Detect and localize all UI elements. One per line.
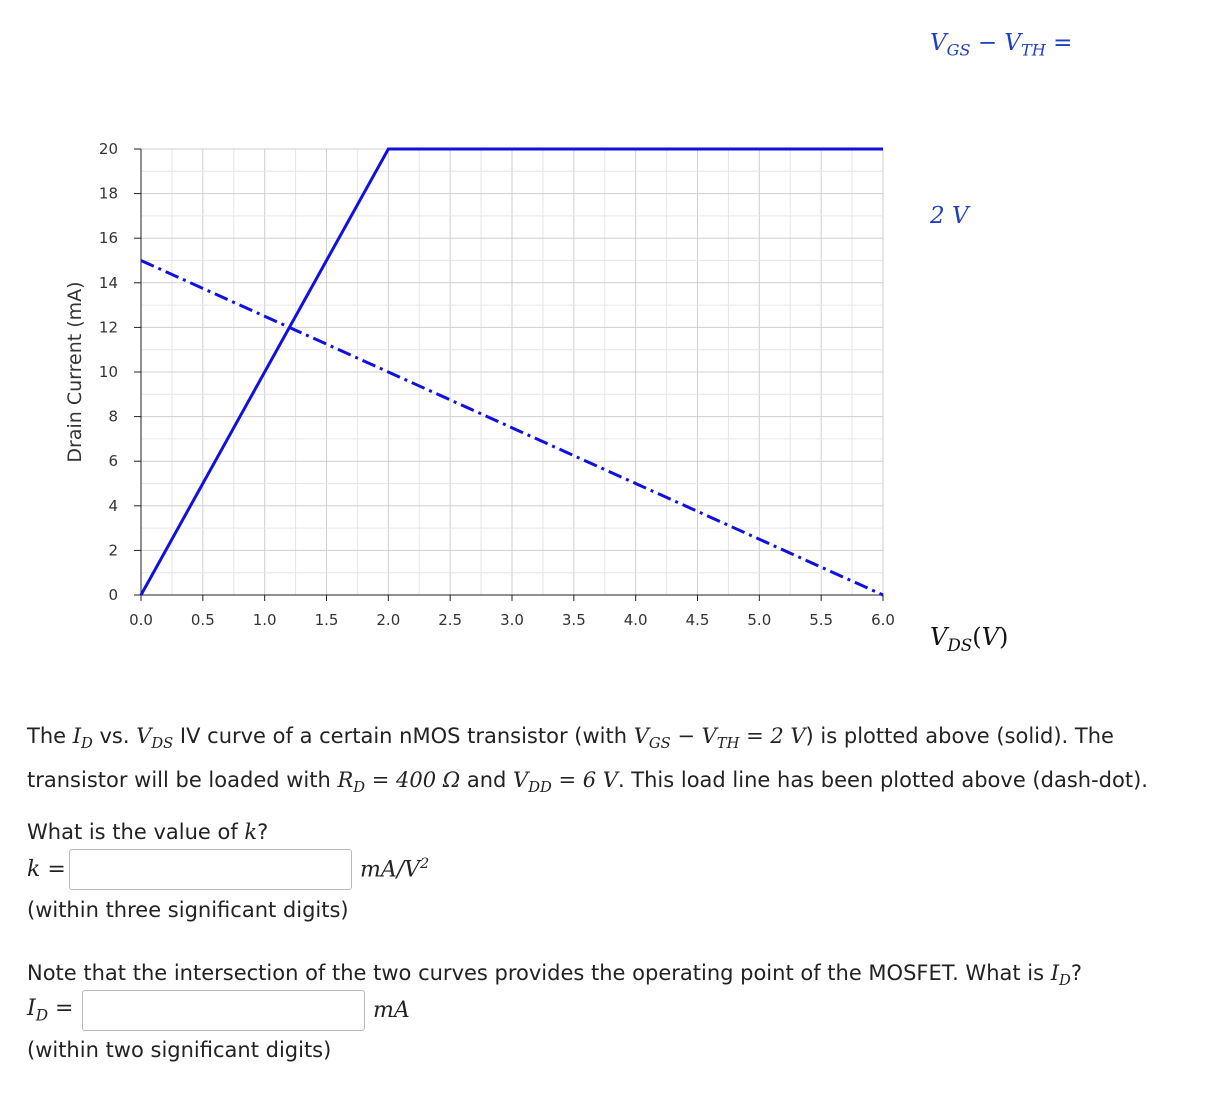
x-tick-label: 2.5 [438,611,463,629]
k-input[interactable] [69,849,352,890]
y-axis-label: Drain Current (mA) [64,281,86,463]
chart-grid [141,149,883,595]
legend-value: 2 V [930,203,969,229]
y-tick-label: 16 [98,229,118,248]
x-tick-label: 6.0 [871,611,895,629]
y-tick-label: 4 [108,496,118,515]
x-axis-title: $V_{DS}(V)$ [930,623,1009,655]
x-tick-label: 1.0 [252,611,277,629]
question-id: Note that the intersection of the two curves provides the operating point of the MOSFET. What is $I_D$? [27,961,1082,990]
chart-axes [134,149,883,601]
id-input[interactable] [82,990,365,1031]
x-tick-label: 4.5 [685,611,710,629]
y-tick-label: 6 [108,452,118,471]
y-tick-label: 0 [108,586,118,604]
x-tick-label: 3.5 [561,611,586,629]
x-tick-label: 5.0 [747,611,772,629]
id-unit: mA [373,998,410,1023]
legend-label-top: $V_{GS} - V_{TH}$ = [930,30,1073,60]
y-tick-label: 20 [98,140,118,158]
y-tick-label: 18 [98,184,118,203]
id-answer-row [27,990,410,1031]
x-tick-label: 2.0 [376,611,401,629]
y-tick-label: 10 [98,363,118,381]
y-tick-label: 12 [98,318,118,337]
k-hint: (within three significant digits) [27,898,349,922]
x-tick-label: 4.0 [623,611,648,629]
y-tick-label: 14 [98,273,118,292]
y-tick-label: 8 [108,407,118,426]
x-tick-label: 0.0 [129,611,153,629]
chart-tick-labels [99,140,895,629]
x-tick-label: 5.5 [809,611,834,629]
x-tick-label: 1.5 [314,611,339,629]
x-tick-label: 0.5 [190,611,215,629]
id-label: $I_D$ = [27,996,74,1025]
k-unit: $mA/V^2$ [360,856,430,883]
problem-intro: The $I_D$ vs. $V_{DS}$ IV curve of a certain nMOS transistor (with $V_{GS} - V_{TH} = 2$ V) is plotted above (solid). The transistor will be loaded with $R_D = 400$ Ω and $V_{DD} = 6$ V. This load line has been plotted above (dash-dot). [27,724,1148,797]
k-answer-row [27,849,429,890]
k-label: k = [27,857,66,882]
y-tick-label: 2 [108,541,118,560]
x-tick-label: 3.0 [500,611,524,629]
question-k: What is the value of k? [27,820,269,844]
id-hint: (within two significant digits) [27,1038,332,1062]
